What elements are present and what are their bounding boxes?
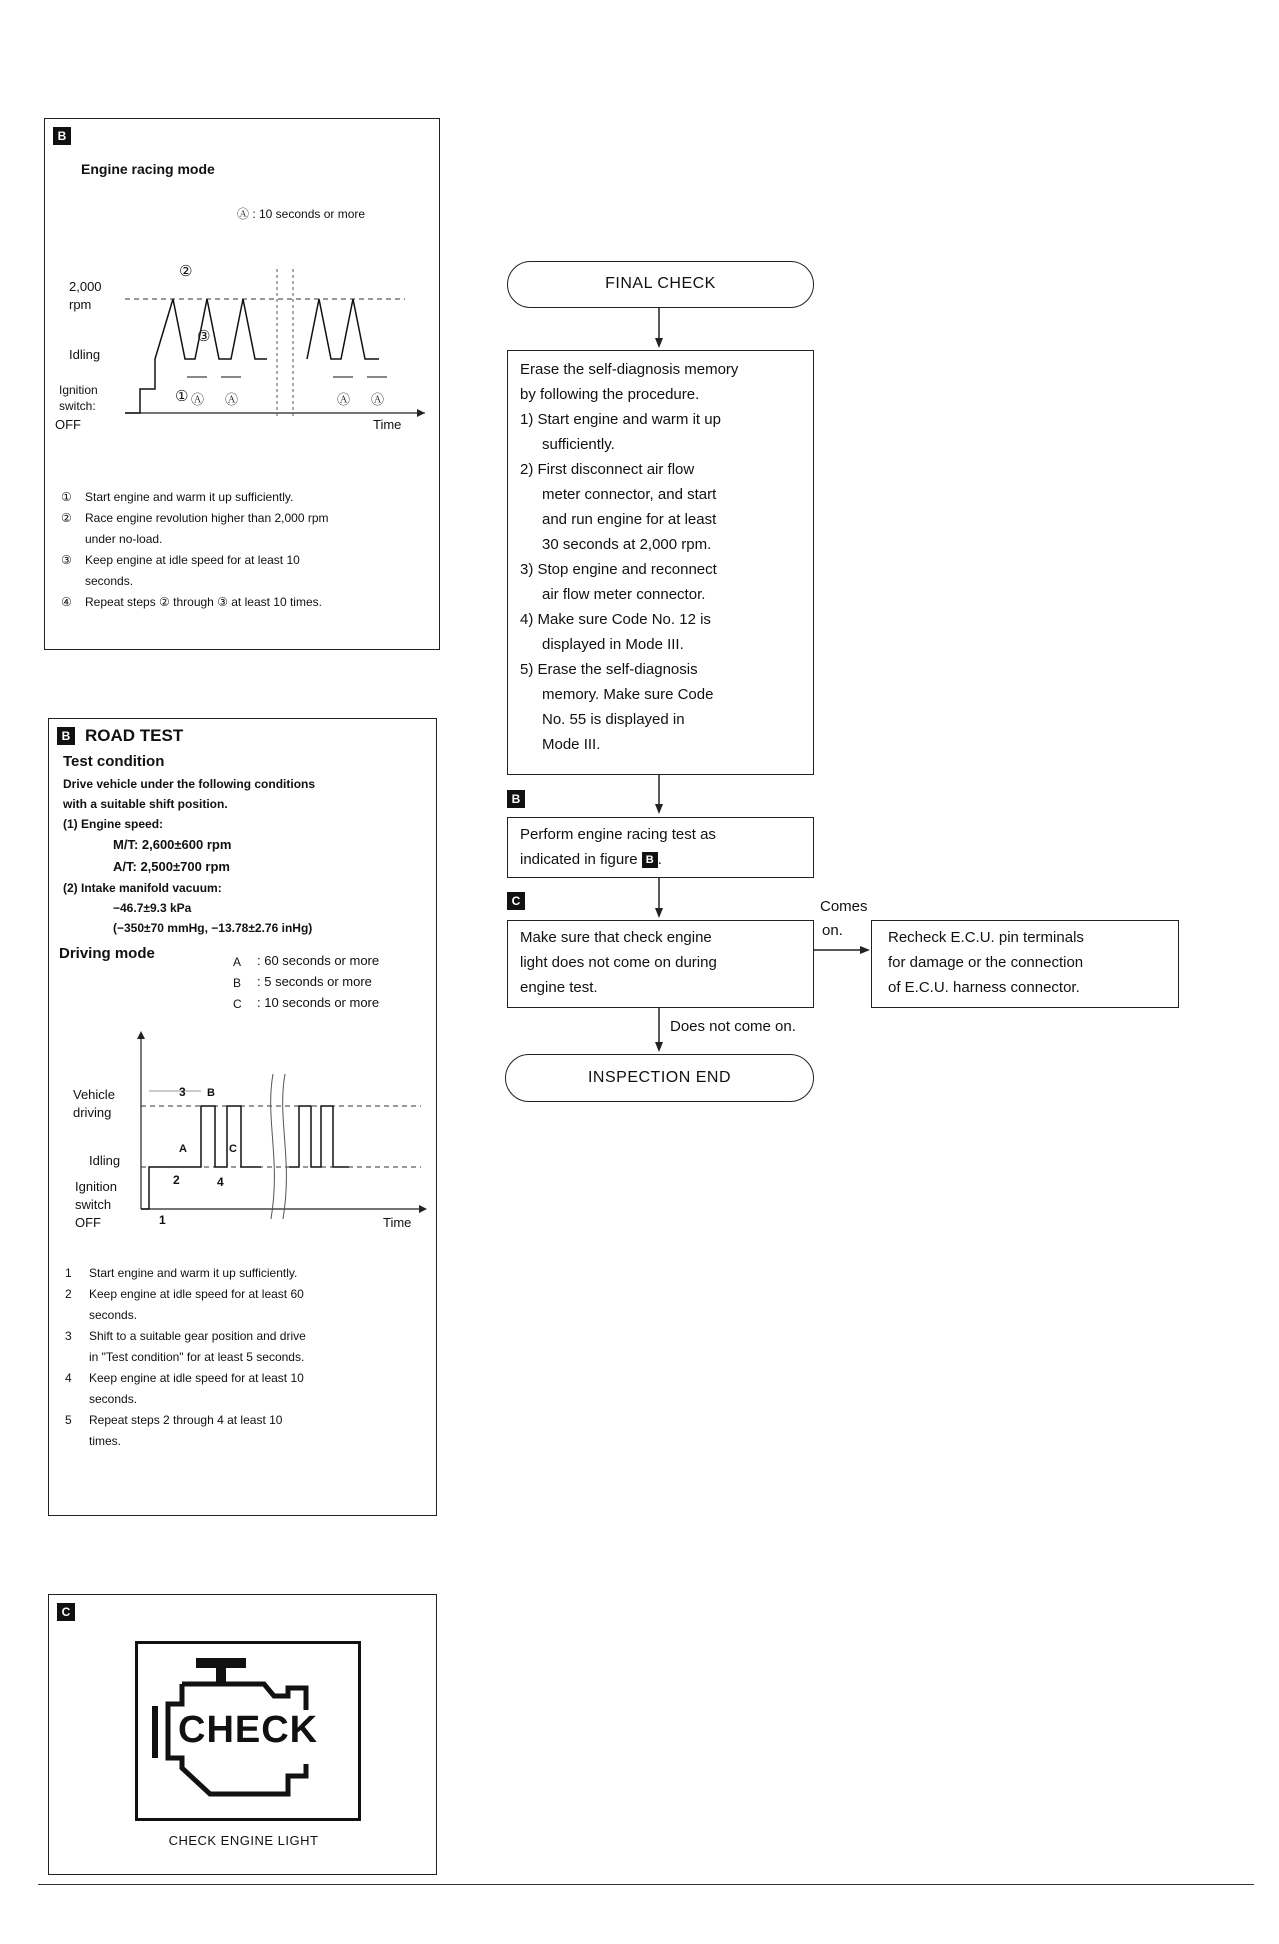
marker-3: ③ bbox=[197, 328, 211, 345]
marker-b: B bbox=[207, 1087, 215, 1099]
racing-test-box bbox=[507, 817, 814, 878]
figure-ref-tag: B bbox=[642, 852, 658, 868]
legend-key: B bbox=[233, 976, 242, 990]
marker-2: 2 bbox=[173, 1173, 180, 1187]
y-label-2000: 2,000 bbox=[69, 279, 102, 294]
step-row-cont: under no-load. bbox=[85, 532, 163, 546]
legend-text: : 60 seconds or more bbox=[257, 953, 380, 968]
flow-tag-c: C bbox=[507, 892, 525, 910]
legend-a: Ⓐ : 10 seconds or more bbox=[237, 207, 366, 221]
recheck-ecu-box bbox=[871, 920, 1179, 1008]
legend-key: A bbox=[233, 955, 242, 969]
erase-line: 1) Start engine and warm it up bbox=[520, 411, 721, 428]
erase-line: sufficiently. bbox=[542, 436, 615, 453]
marker-c: C bbox=[229, 1143, 237, 1155]
panel-title: Engine racing mode bbox=[81, 161, 215, 177]
final-check-terminal bbox=[507, 261, 814, 308]
step-row: 4 Keep engine at idle speed for at least 10 bbox=[65, 1371, 304, 1385]
step-row-cont: seconds. bbox=[85, 574, 134, 588]
step-row: 3 Shift to a suitable gear position and drive bbox=[65, 1329, 306, 1343]
step-row: 1 Start engine and warm it up sufficiently. bbox=[65, 1266, 298, 1280]
at-speed: A/T: 2,500±700 rpm bbox=[113, 859, 230, 874]
marker-3: 3 bbox=[179, 1085, 186, 1099]
recheck-line: for damage or the connection bbox=[888, 954, 1084, 971]
check-line: Make sure that check engine bbox=[520, 929, 712, 946]
condition-engine-speed: (1) Engine speed: bbox=[63, 817, 164, 831]
check-engine-caption: CHECK ENGINE LIGHT bbox=[168, 1833, 319, 1848]
page-bottom-rule bbox=[38, 1884, 1254, 1885]
marker-a: Ⓐ bbox=[225, 392, 239, 407]
y-label-vehicle: Vehicle bbox=[73, 1087, 115, 1102]
erase-line: air flow meter connector. bbox=[542, 586, 706, 603]
marker-a: A bbox=[179, 1143, 187, 1155]
erase-line: 3) Stop engine and reconnect bbox=[520, 561, 717, 578]
panel-tag: B bbox=[57, 727, 75, 745]
x-label-time: Time bbox=[383, 1215, 412, 1230]
marker-a: Ⓐ bbox=[371, 392, 385, 407]
y-label-driving: driving bbox=[73, 1105, 112, 1120]
step-row: 5 Repeat steps 2 through 4 at least 10 bbox=[65, 1413, 283, 1427]
erase-memory-box bbox=[507, 350, 814, 775]
step-row-cont: in "Test condition" for at least 5 seconds. bbox=[89, 1350, 305, 1364]
step-row: ③ Keep engine at idle speed for at least 10 bbox=[61, 553, 300, 567]
erase-memory-steps bbox=[508, 351, 813, 763]
flow-tag-b: B bbox=[507, 790, 525, 808]
erase-line: displayed in Mode III. bbox=[542, 636, 684, 653]
marker-2: ② bbox=[179, 263, 193, 280]
x-label-time: Time bbox=[373, 417, 402, 432]
erase-line: 30 seconds at 2,000 rpm. bbox=[542, 536, 712, 553]
inspection-end-terminal bbox=[505, 1054, 814, 1102]
panel-title: ROAD TEST bbox=[85, 726, 184, 745]
legend-text: : 5 seconds or more bbox=[257, 974, 372, 989]
legend-key: C bbox=[233, 997, 242, 1011]
recheck-line: Recheck E.C.U. pin terminals bbox=[888, 929, 1084, 946]
erase-line: meter connector, and start bbox=[542, 486, 717, 503]
y-label-off: OFF bbox=[55, 417, 81, 432]
marker-1: ① bbox=[175, 388, 189, 405]
icon-check-text: CHECK bbox=[178, 1709, 319, 1751]
check-line: engine test. bbox=[520, 979, 598, 996]
marker-a: Ⓐ bbox=[191, 392, 205, 407]
erase-line: memory. Make sure Code bbox=[542, 686, 714, 703]
marker-1: 1 bbox=[159, 1213, 166, 1227]
y-label-idling: Idling bbox=[89, 1153, 121, 1168]
step-row: ② Race engine revolution higher than 2,000 rpm bbox=[61, 511, 329, 525]
marker-a: Ⓐ bbox=[337, 392, 351, 407]
final-check-label: FINAL CHECK bbox=[605, 275, 716, 292]
step-row: ① Start engine and warm it up sufficiently. bbox=[61, 490, 294, 504]
erase-line: No. 55 is displayed in bbox=[542, 711, 685, 728]
y-label-off: OFF bbox=[75, 1215, 101, 1230]
does-not-come-on-label: Does not come on. bbox=[670, 1018, 796, 1035]
y-label-switch: switch bbox=[75, 1197, 112, 1212]
erase-line: 5) Erase the self-diagnosis bbox=[520, 661, 698, 678]
vacuum-kpa: −46.7±9.3 kPa bbox=[113, 901, 192, 915]
marker-4: 4 bbox=[217, 1175, 224, 1189]
y-label-idling: Idling bbox=[69, 347, 101, 362]
step-row-cont: seconds. bbox=[89, 1308, 138, 1322]
panel-tag: B bbox=[53, 127, 71, 145]
erase-line: Mode III. bbox=[542, 736, 601, 753]
check-light-box bbox=[507, 920, 814, 1008]
erase-line: 4) Make sure Code No. 12 is bbox=[520, 611, 711, 628]
step-row: ④ Repeat steps ② through ③ at least 10 times. bbox=[61, 595, 322, 609]
inspection-end-label: INSPECTION END bbox=[587, 1069, 731, 1086]
step-row: 2 Keep engine at idle speed for at least 60 bbox=[65, 1287, 304, 1301]
intro-line: Drive vehicle under the following conditions bbox=[63, 777, 316, 791]
racing-line: Perform engine racing test as bbox=[520, 826, 716, 843]
check-line: light does not come on during bbox=[520, 954, 717, 971]
y-label-switch: switch: bbox=[59, 399, 96, 413]
erase-line: Erase the self-diagnosis memory bbox=[520, 361, 739, 378]
mt-speed: M/T: 2,600±600 rpm bbox=[113, 837, 232, 852]
condition-vacuum: (2) Intake manifold vacuum: bbox=[63, 881, 222, 895]
intro-line: with a suitable shift position. bbox=[63, 797, 228, 811]
vacuum-mmhg: (−350±70 mmHg, −13.78±2.76 inHg) bbox=[113, 921, 313, 935]
erase-line: 2) First disconnect air flow bbox=[520, 461, 695, 478]
y-label-ignition: Ignition bbox=[59, 383, 98, 397]
legend-text: : 10 seconds or more bbox=[257, 995, 380, 1010]
comes-on-label: on. bbox=[822, 922, 843, 939]
comes-on-label: Comes bbox=[820, 898, 868, 915]
step-row-cont: seconds. bbox=[89, 1392, 138, 1406]
driving-mode-heading: Driving mode bbox=[59, 945, 155, 962]
racing-line: indicated in figure B . bbox=[520, 851, 662, 868]
erase-line: and run engine for at least bbox=[542, 511, 717, 528]
y-label-ignition: Ignition bbox=[75, 1179, 117, 1194]
erase-line: by following the procedure. bbox=[520, 386, 700, 403]
test-condition-heading: Test condition bbox=[63, 753, 165, 770]
panel-tag: C bbox=[57, 1603, 75, 1621]
y-label-rpm: rpm bbox=[69, 297, 92, 312]
recheck-line: of E.C.U. harness connector. bbox=[888, 979, 1080, 996]
step-row-cont: times. bbox=[89, 1434, 122, 1448]
